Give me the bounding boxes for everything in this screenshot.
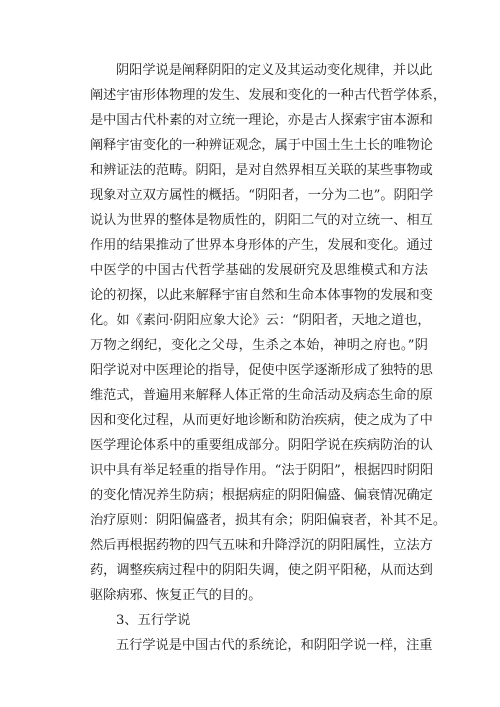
paragraph-line: 说认为世界的整体是物质性的，阴阳二气的对立统一、相互	[90, 213, 433, 228]
paragraph-line: 是中国古代朴素的对立统一理论，亦是古人探索宇宙本源和	[90, 113, 433, 128]
paragraph-line: 五行学说是中国古代的系统论，和阴阳学说一样，注重	[116, 638, 433, 653]
paragraph-line: 的变化情况养生防病；根据病症的阴阳偏盛、偏衰情况确定	[90, 488, 433, 503]
paragraph-line: 阳学说对中医理论的指导，促使中医学逐渐形成了独特的思	[90, 363, 433, 378]
section-heading: 3、五行学说	[116, 613, 191, 628]
document-body	[90, 58, 447, 658]
paragraph-line: 阴阳学说是阐释阴阳的定义及其运动变化规律，并以此	[116, 63, 433, 78]
paragraph-line: 驱除病邪、恢复正气的目的。	[90, 588, 262, 603]
paragraph-line: 药，调整疾病过程中的阴阳失调，使之阴平阳秘，从而达到	[90, 563, 433, 578]
paragraph-line: 万物之纲纪，变化之父母，生杀之本始，神明之府也。”阴	[90, 338, 428, 353]
paragraph-line: 作用的结果推动了世界本身形体的产生，发展和变化。通过	[90, 238, 433, 253]
paragraph-line: 治疗原则：阴阳偏盛者，损其有余；阴阳偏衰者，补其不足。	[90, 513, 447, 528]
paragraph-line: 化。如《素问·阴阳应象大论》云：“阴阳者，天地之道也，	[90, 313, 431, 328]
paragraph-line: 因和变化过程，从而更好地诊断和防治疾病，使之成为了中	[90, 413, 433, 428]
paragraph-line: 中医学的中国古代哲学基础的发展研究及思维模式和方法	[90, 263, 428, 278]
paragraph-line: 现象对立双方属性的概括。“阴阳者，一分为二也”。阴阳学	[90, 188, 434, 203]
paragraph-line: 和辨证法的范畴。阴阳，是对自然界相互关联的某些事物或	[90, 163, 433, 178]
paragraph-line: 医学理论体系中的重要组成部分。阴阳学说在疾病防治的认	[90, 438, 433, 453]
paragraph-line: 识中具有举足轻重的指导作用。“法于阴阳”，根据四时阴阳	[90, 463, 434, 478]
paragraph-line: 阐述宇宙形体物理的发生、发展和变化的一种古代哲学体系，	[90, 88, 447, 103]
paragraph-line: 然后再根据药物的四气五味和升降浮沉的阴阳属性，立法方	[90, 538, 433, 553]
paragraph-line: 论的初探，以此来解释宇宙自然和生命本体事物的发展和变	[90, 288, 433, 303]
paragraph-line: 维范式，普遍用来解释人体正常的生命活动及病态生命的原	[90, 388, 433, 403]
paragraph-line: 阐释宇宙变化的一种辨证观念，属于中国土生土长的唯物论	[90, 138, 433, 153]
